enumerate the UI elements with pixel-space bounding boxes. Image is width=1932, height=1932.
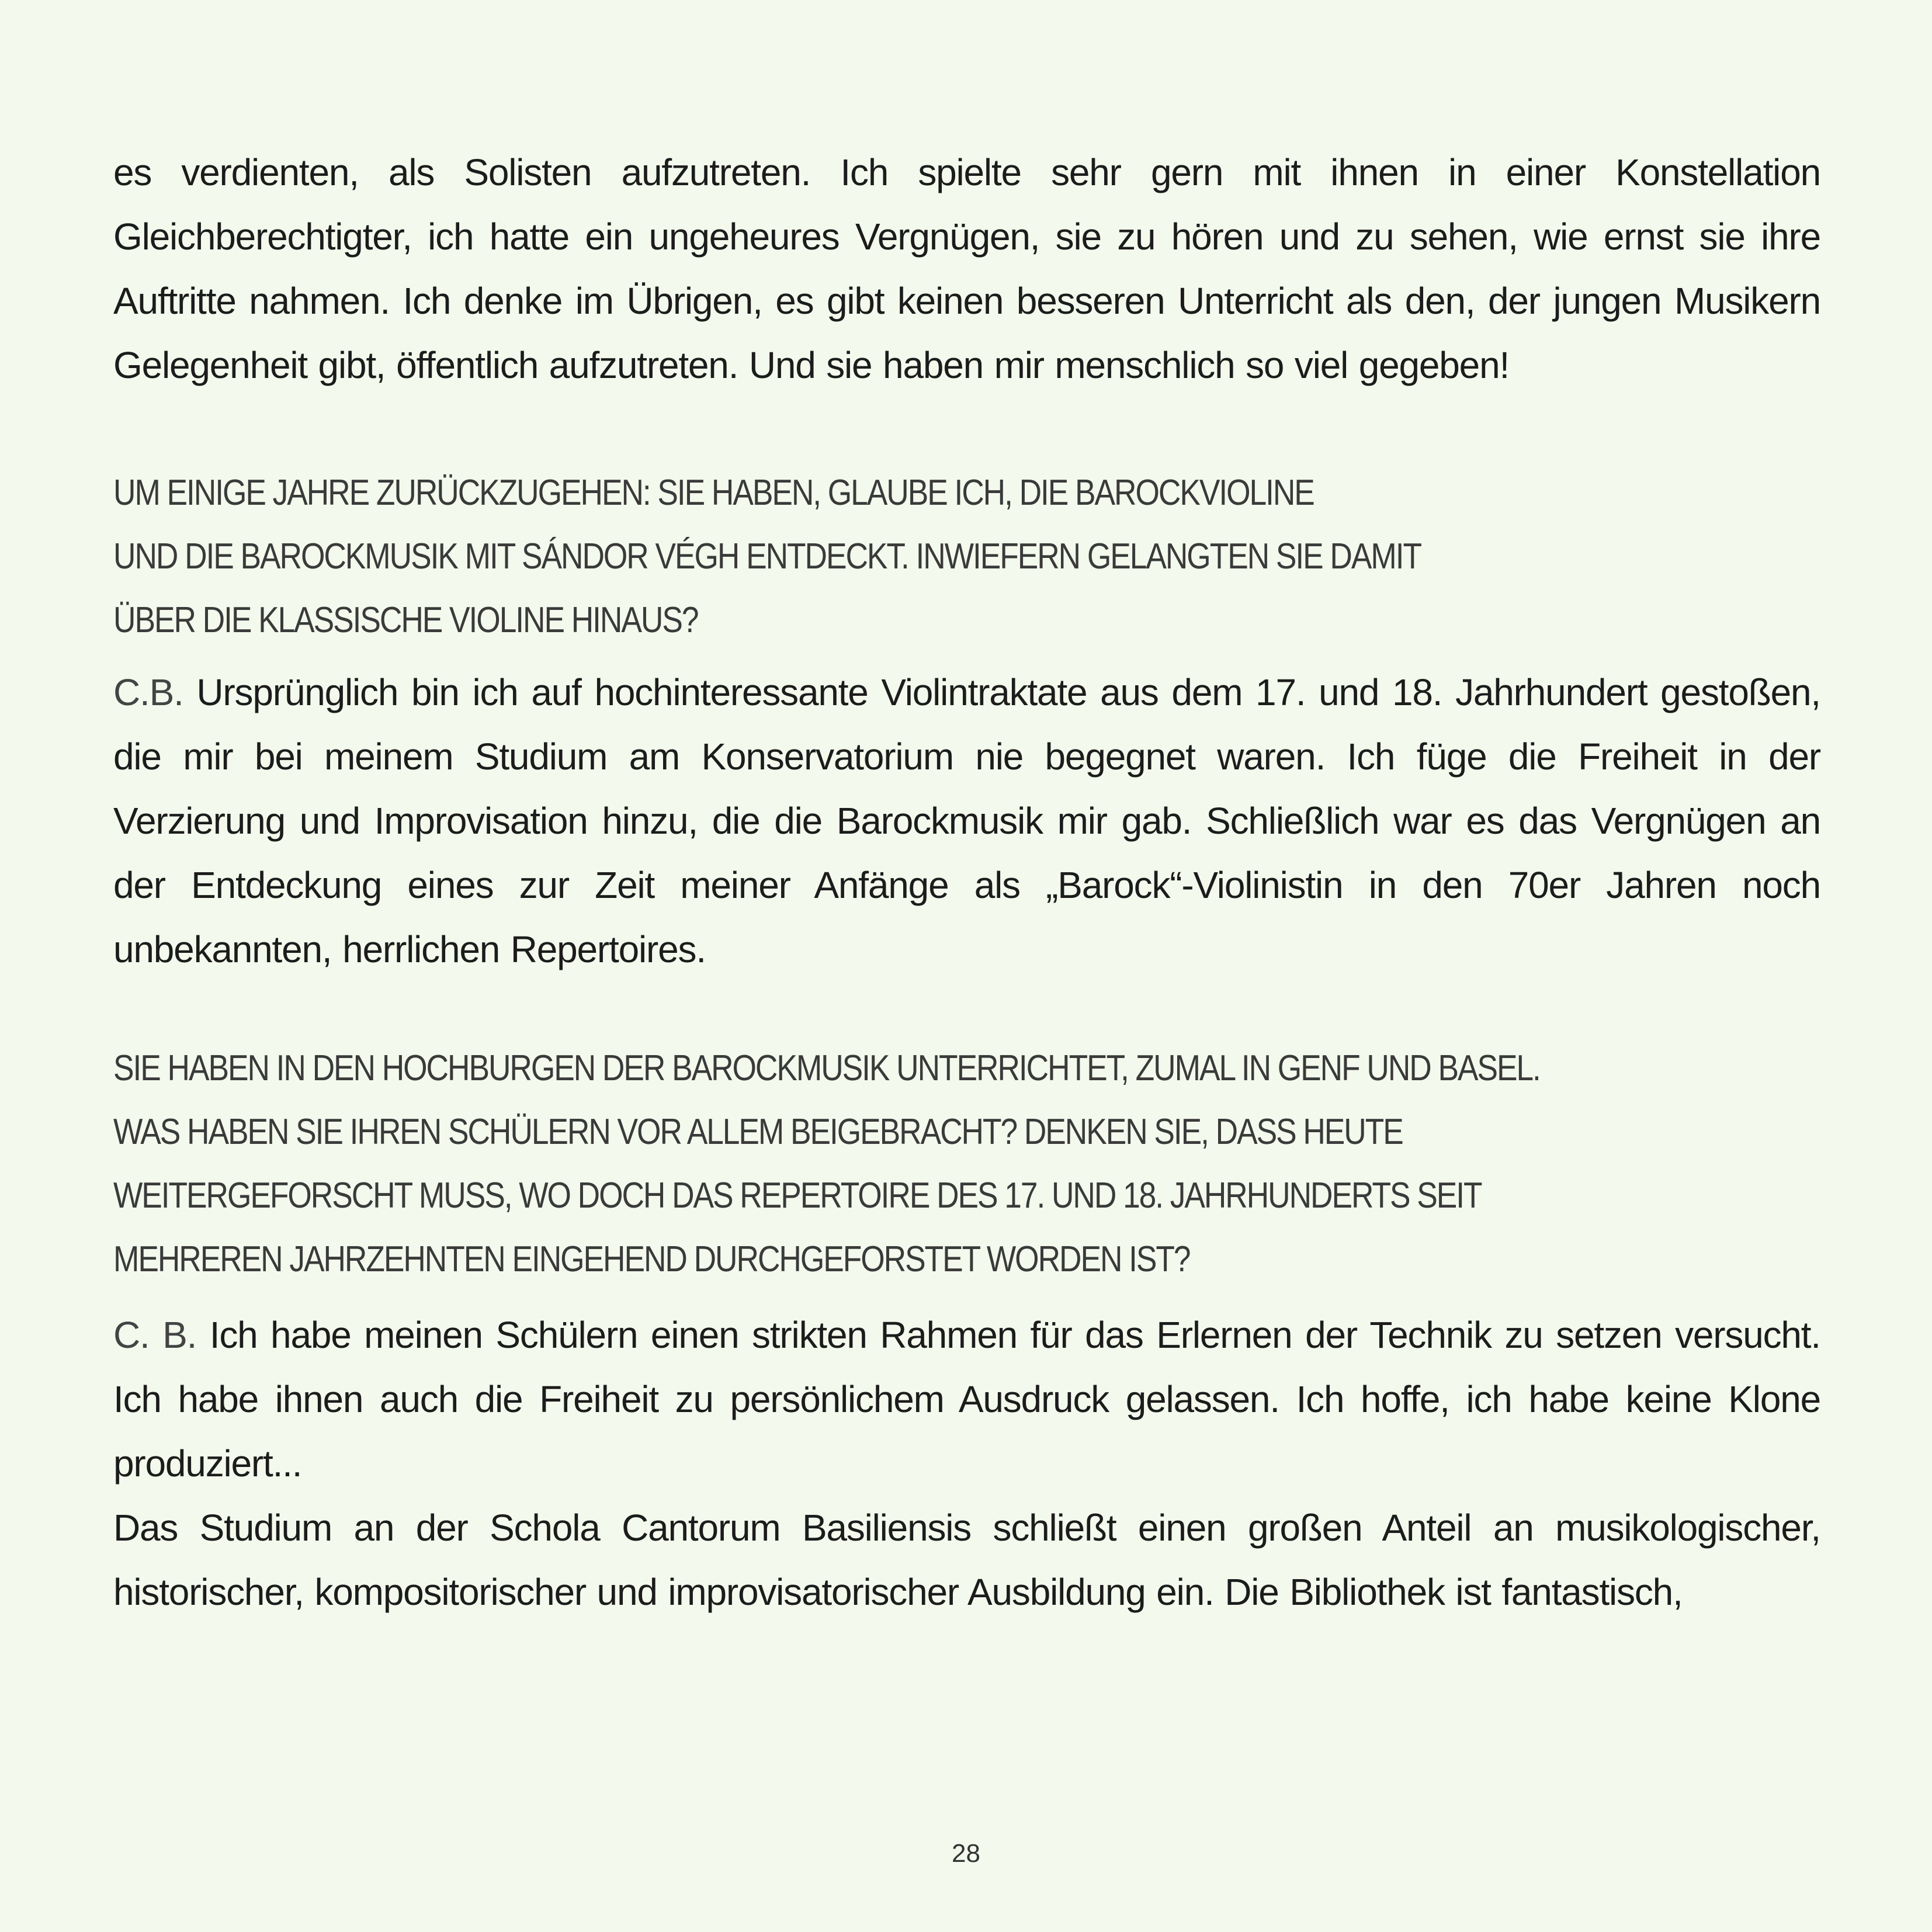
question-1 [113, 461, 1820, 652]
page-number: 28 [952, 1839, 980, 1868]
question-2-line: MEHREREN JAHRZEHNTEN EINGEHEND DURCHGEFORSTET WORDEN IST? [113, 1239, 1190, 1279]
intro-block [113, 140, 1820, 397]
question-2 [113, 1036, 1820, 1291]
answer-1 [113, 660, 1820, 981]
answer-2-paragraph [113, 1303, 1820, 1496]
answer-2-text: Ich habe meinen Schülern einen strikten Rahmen für das Erlernen der Technik zu setzen versucht. Ich habe ihnen auch die Freiheit zu persönlichem Ausdruck gelassen. Ich hoffe, ich habe keine Klone produziert... [113, 1314, 1820, 1484]
speaker-label: C.B. [113, 671, 183, 713]
answer-2-continuation: Das Studium an der Schola Cantorum Basiliensis schließt einen großen Anteil an musikologischer, historischer, kompositorischer und improvisatorischer Ausbildung ein. Die Bibliothek ist fantastisch, [113, 1507, 1820, 1613]
speaker-label: C. B. [113, 1314, 197, 1356]
question-1-line: UND DIE BAROCKMUSIK MIT SÁNDOR VÉGH ENTDECKT. INWIEFERN GELANGTEN SIE DAMIT [113, 536, 1421, 577]
answer-1-paragraph [113, 660, 1820, 981]
answer-1-text: Ursprünglich bin ich auf hochinteressante Violintraktate aus dem 17. und 18. Jahrhundert gestoßen, die mir bei meinem Studium am Konservatorium nie begegnet waren. Ich füge die Freiheit in der Verzierung und Improvisation hinzu, die die Barockmusik mir gab. Schließlich war es das Vergnügen an der Entdeckung eines zur Zeit meiner Anfänge als „Barock“-Violinistin in den 70er Jahren noch unbekannten, herrlichen Repertoires. [113, 671, 1820, 970]
question-1-line: ÜBER DIE KLASSISCHE VIOLINE HINAUS? [113, 600, 698, 640]
question-2-line: WEITERGEFORSCHT MUSS, WO DOCH DAS REPERTOIRE DES 17. UND 18. JAHRHUNDERTS SEIT [113, 1175, 1482, 1216]
answer-2 [113, 1303, 1820, 1624]
intro-paragraph: es verdienten, als Solisten aufzutreten. Ich spielte sehr gern mit ihnen in einer Konstellation Gleichberechtigter, ich hatte ein ungeheures Vergnügen, sie zu hören und zu sehen, wie ernst sie ihre Auftritte nahmen. Ich denke im Übrigen, es gibt keinen besseren Unterricht als den, der jungen Musikern Gelegenheit gibt, öffentlich aufzutreten. Und sie haben mir menschlich so viel gegeben! [113, 151, 1820, 386]
question-2-line: SIE HABEN IN DEN HOCHBURGEN DER BAROCKMUSIK UNTERRICHTET, ZUMAL IN GENF UND BASEL. [113, 1048, 1540, 1088]
question-1-line: UM EINIGE JAHRE ZURÜCKZUGEHEN: SIE HABEN, GLAUBE ICH, DIE BAROCKVIOLINE [113, 473, 1314, 513]
question-2-line: WAS HABEN SIE IHREN SCHÜLERN VOR ALLEM BEIGEBRACHT? DENKEN SIE, DASS HEUTE [113, 1112, 1403, 1152]
